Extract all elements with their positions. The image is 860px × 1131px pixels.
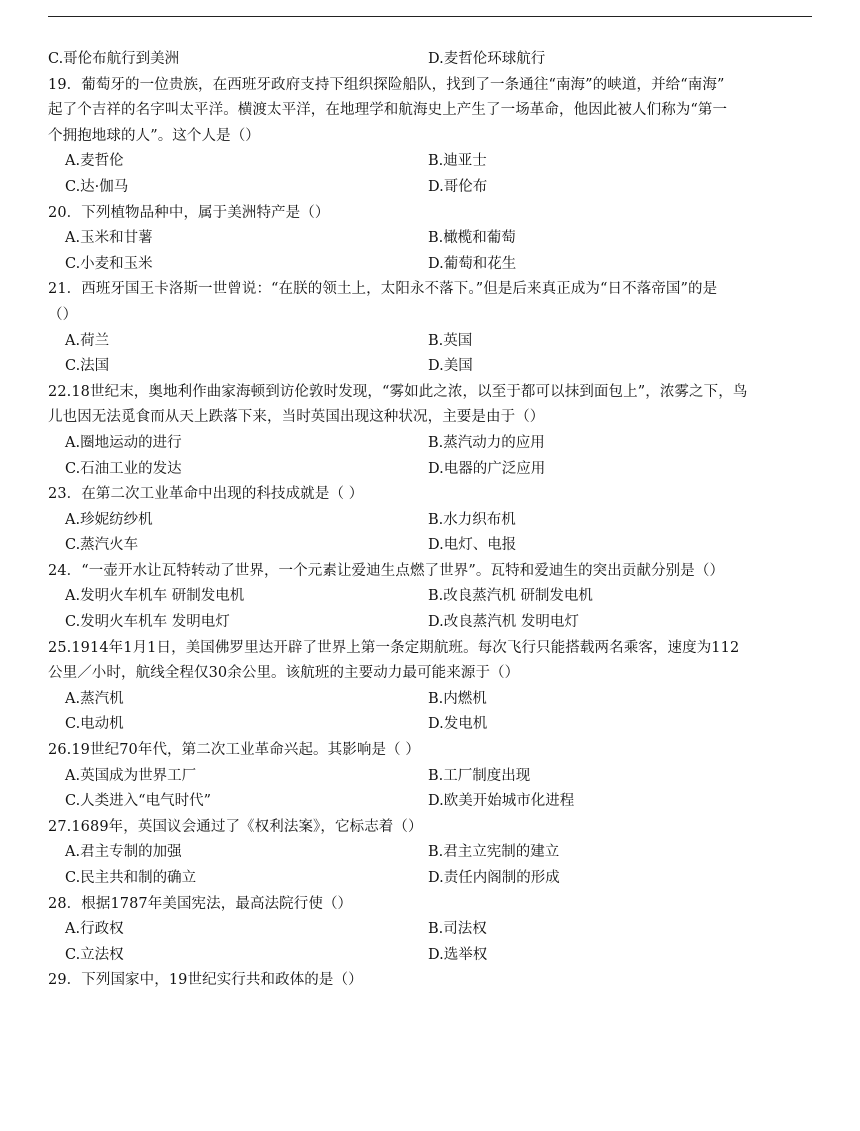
option-b: B.司法权 (428, 921, 487, 938)
option-a: A.珍妮纺纱机 (65, 511, 153, 528)
question-stem: 19．葡萄牙的一位贵族，在西班牙政府支持下组织探险船队，找到了一条通往“南海”的峡道，并给“南海” (48, 76, 725, 93)
question-block (48, 815, 814, 892)
question-block (48, 73, 814, 201)
option-c: C.小麦和玉米 (65, 255, 153, 272)
option-b: B.改良蒸汽机 研制发电机 (428, 588, 593, 605)
question-stem-continued: 儿也因无法觅食而从天上跌落下来，当时英国出现这种状况，主要是由于（） (48, 409, 545, 426)
question-block (48, 277, 814, 379)
option-b: B.橄榄和葡萄 (428, 230, 516, 247)
option-d: D.责任内阁制的形成 (428, 870, 560, 886)
option-row (48, 533, 814, 559)
question-stem-continued: 个拥抱地球的人”。这个人是（） (48, 127, 260, 144)
question-stem-continued: （） (48, 306, 78, 323)
option-d: D.电灯、电报 (428, 537, 517, 554)
option-c: C.石油工业的发达 (65, 460, 182, 477)
option-a: A.君主专制的加强 (65, 844, 182, 861)
option-d: D.哥伦布 (428, 178, 488, 195)
question-block (48, 636, 814, 738)
option-row (48, 840, 814, 866)
option-row (48, 610, 814, 636)
option-a: A.麦哲伦 (65, 153, 124, 170)
exam-content (48, 47, 814, 994)
question-stem: 25.1914年1月1日，美国佛罗里达开辟了世界上第一条定期航班。每次飞行只能搭载两名乘客，速度为112 (48, 639, 740, 656)
question-stem-continued: 公里／小时，航线全程仅30余公里。该航班的主要动力最可能来源于（） (48, 665, 520, 682)
option-row (48, 354, 814, 380)
option-b: B.迪亚士 (428, 153, 487, 170)
question-block (48, 482, 814, 559)
option-row (48, 866, 814, 892)
option-row (48, 943, 814, 969)
option-row (48, 712, 814, 738)
option-b: B.君主立宪制的建立 (428, 844, 560, 861)
question-stem: 24．“一壶开水让瓦特转动了世界，一个元素让爱迪生点燃了世界”。瓦特和爱迪生的突出贡献分别是（） (48, 562, 725, 579)
option-c: C.达·伽马 (65, 178, 129, 195)
question-stem: 21．西班牙国王卡洛斯一世曾说：“在朕的领土上，太阳永不落下。”但是后来真正成为“日不落帝国”的是 (48, 281, 718, 298)
option-b: B.工厂制度出现 (428, 767, 531, 784)
option-row (48, 687, 814, 713)
option-c: C.哥伦布航行到美洲 (48, 51, 180, 67)
question-stem-continued: 起了个吉祥的名字叫太平洋。横渡太平洋，在地理学和航海史上产生了一场革命，他因此被人们称为“第一 (48, 102, 728, 119)
option-b: B.英国 (428, 332, 473, 349)
question-stem: 22.18世纪末，奥地利作曲家海顿到访伦敦时发现，“雾如此之浓，以至于都可以抹到面包上”，浓雾之下，鸟 (48, 383, 748, 400)
option-a: A.荷兰 (65, 332, 110, 349)
header-rule (48, 16, 812, 17)
option-b: B.内燃机 (428, 690, 487, 707)
option-row (48, 764, 814, 790)
option-c: C.人类进入“电气时代” (65, 793, 212, 810)
question-stem: 23．在第二次工业革命中出现的科技成就是（ ） (48, 486, 364, 503)
option-d: D.改良蒸汽机 发明电灯 (428, 614, 579, 631)
question-block (48, 738, 814, 815)
question-stem: 26.19世纪70年代，第二次工业革命兴起。其影响是（ ） (48, 742, 420, 759)
question-stem: 29．下列国家中，19世纪实行共和政体的是（） (48, 972, 363, 989)
option-row (48, 175, 814, 201)
option-row (48, 431, 814, 457)
option-d: D.欧美开始城市化进程 (428, 793, 575, 810)
option-row (48, 917, 814, 943)
option-a: A.蒸汽机 (65, 690, 124, 707)
question-stem: 20．下列植物品种中，属于美洲特产是（） (48, 204, 330, 221)
option-row (48, 252, 814, 278)
question-stem: 28．根据1787年美国宪法，最高法院行使（） (48, 895, 353, 912)
option-d: D.麦哲伦环球航行 (428, 51, 546, 67)
question-block (48, 201, 814, 278)
option-a: A.行政权 (65, 921, 124, 938)
option-a: A.发明火车机车 研制发电机 (65, 588, 245, 605)
option-b: B.蒸汽动力的应用 (428, 434, 545, 451)
option-a: A.英国成为世界工厂 (65, 767, 197, 784)
option-c: C.蒸汽火车 (65, 537, 139, 554)
option-d: D.电器的广泛应用 (428, 460, 546, 477)
question-stem: 27.1689年，英国议会通过了《权利法案》，它标志着（） (48, 818, 423, 835)
option-row (48, 789, 814, 815)
question-block (48, 559, 814, 636)
option-a: A.圈地运动的进行 (65, 434, 182, 451)
option-c: C.法国 (65, 358, 110, 375)
option-row (48, 584, 814, 610)
option-c: C.发明火车机车 发明电灯 (65, 614, 230, 631)
option-row (48, 508, 814, 534)
option-d: D.发电机 (428, 716, 488, 733)
option-row (48, 329, 814, 355)
question-block (48, 892, 814, 969)
question-block (48, 380, 814, 482)
option-d: D.美国 (428, 358, 473, 375)
option-row (48, 149, 814, 175)
option-a: A.玉米和甘薯 (65, 230, 153, 247)
option-c: C.立法权 (65, 946, 124, 963)
option-d: D.选举权 (428, 946, 488, 963)
option-d: D.葡萄和花生 (428, 255, 517, 272)
option-b: B.水力织布机 (428, 511, 516, 528)
carry-over-options (48, 47, 814, 73)
option-row (48, 226, 814, 252)
option-row (48, 457, 814, 483)
question-block (48, 968, 814, 994)
option-c: C.民主共和制的确立 (65, 870, 197, 886)
option-c: C.电动机 (65, 716, 124, 733)
